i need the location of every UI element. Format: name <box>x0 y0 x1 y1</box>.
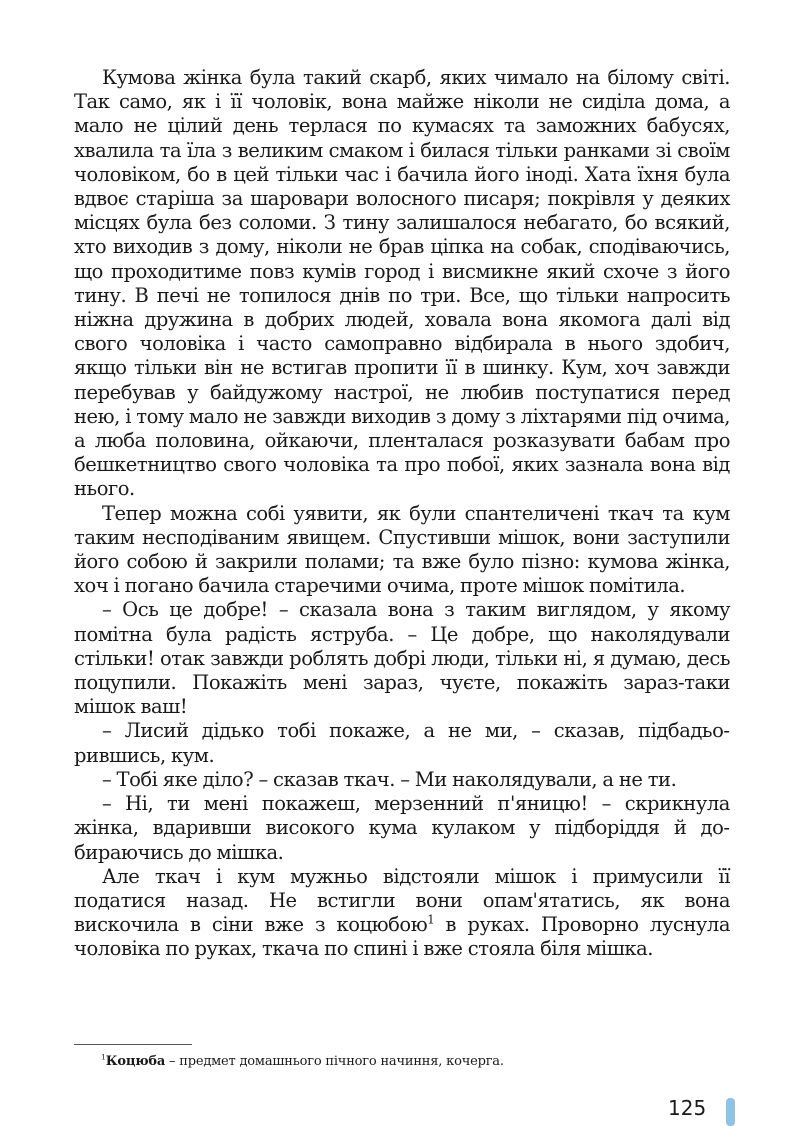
main-text <box>74 66 730 962</box>
paragraph-3: – Ось це добре! – сказала вона з таким виглядом, у якому помітна була радість яструба. – Це добре, що наколядували стільки! отак завжди роблять добрі люди, тільки ні, я думаю, десь поцупили. Покажіть мені зараз, чуєте, покажіть зараз-таки мішок ваш! <box>74 598 730 719</box>
footnote-term: Коцюба <box>105 1054 166 1069</box>
paragraph-1: Кумова жінка була такий скарб, яких чимало на білому світі. Так само, як і її чоловік, вона майже ніколи не сиділа дома, а мало не цілий день терлася по кумасях та заможних бабусях, хвалила та їла з великим смаком і билася тільки ранками зі своїм чоловіком, бо в цей тільки час і бачила його іноді. Хата їхня була вдвоє старіша за шаровари волосного писаря; покрівля у деяких місцях була без соломи. З тину залишалося небагато, бо всякий, хто виходив з дому, ніколи не брав ціпка на собак, сподіваючись, що проходитиме повз кумів город і висмикне який схоче з його тину. В печі не топилося днів по три. Все, що тільки напросить ніжна дружина в добрих людей, ховала вона якомога далі від свого чоловіка і часто самоправно відбирала в нього здобич, якщо тільки він не встигав пропити її в шинку. Кум, хоч завжди перебував у байдужому настрої, не любив поступатися перед нею, і тому мало не завжди виходив з дому з ліхтарями під очима, а люба половина, ойкаючи, пленталася розказувати бабам про бешкетництво свого чоловіка та про побої, яких зазнала вона від нього. <box>74 66 730 501</box>
paragraph-5: – Тобі яке діло? – сказав ткач. – Ми наколядували, а не ти. <box>102 767 677 791</box>
paragraph-7-end: в руках. Проворно луснула чоловіка по руках, ткача по спині і вже стояла біля мішка. <box>74 913 731 961</box>
footnote-reference[interactable]: 1 <box>427 912 435 927</box>
paragraph-7-start: Але ткач і кум мужньо відстояли мішок і примусили її податися назад. Не встигли вони опам'ятатись, як вона вискочила в сіни вже з коцюбою <box>74 864 730 937</box>
footnote-divider <box>74 1044 192 1045</box>
paragraph-4: – Лисий дідько тобі покаже, а не ми, – сказав, підбадьорившись, кум. <box>74 719 730 767</box>
page-marker-bar <box>726 1098 735 1126</box>
paragraph-7 <box>74 865 730 962</box>
paragraph-6: – Ні, ти мені покажеш, мерзенний п'яницю! – скрикнула жінка, вдаривши високого кума кулаком у підборіддя й добираючись до мішка. <box>74 792 730 864</box>
paragraph-2: Тепер можна собі уявити, як були спантеличені ткач та кум таким несподіваним явищем. Спустивши мішок, вони заступили його собою й закрили полами; та вже було пізно: кумова жінка, хоч і погано бачила старечими очима, проте мішок помітила. <box>74 501 730 598</box>
footnote-mark: 1 <box>101 1052 106 1062</box>
page-number: 125 <box>668 1096 707 1120</box>
footnote <box>101 1053 730 1071</box>
footnote-definition: – предмет домашнього пічного начиння, кочерга. <box>165 1054 504 1069</box>
